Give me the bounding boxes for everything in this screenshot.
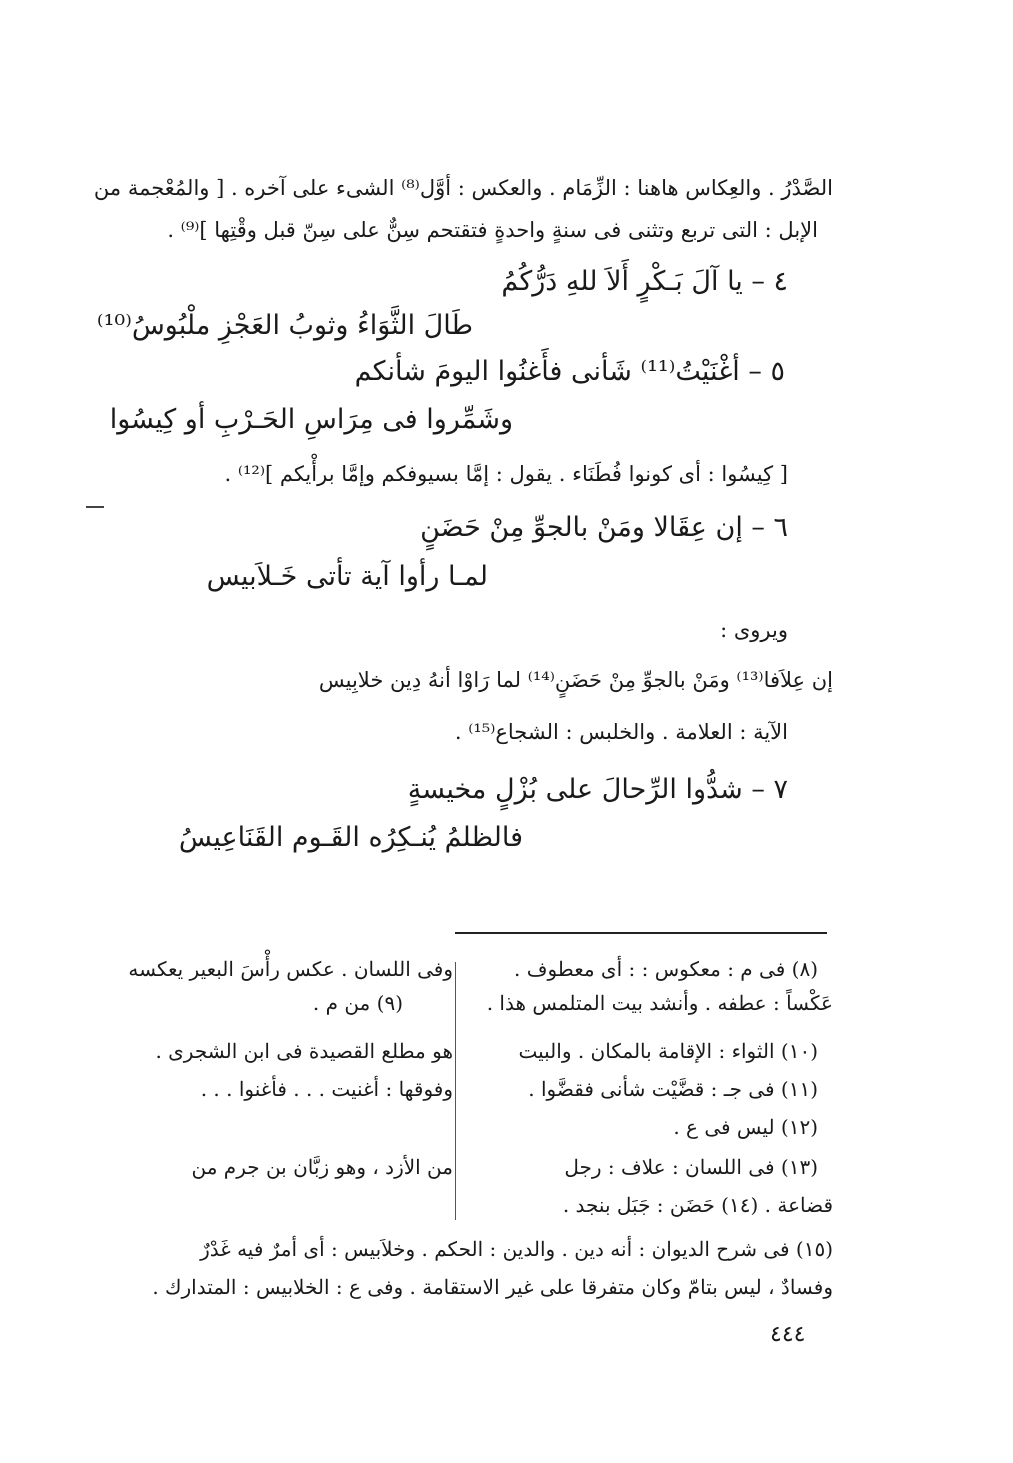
footnote-10-right: (١٠) الثواء : الإقامة بالمكان . والبيت <box>518 1039 818 1063</box>
footnote-13-right: (١٣) فى اللسان : علاف : رجل <box>564 1155 818 1179</box>
footnote-9: (٩) من م . <box>312 991 403 1015</box>
footnote-12: (١٢) ليس فى ع . <box>673 1115 818 1139</box>
footnote-8-continuation: عَكْساً : عطفه . وأنشد بيت المتلمس هذا . <box>486 991 833 1015</box>
page-number: ٤٤٤ <box>770 1322 806 1347</box>
verse-6-second-hemistich: لمـا رأوا آية تأتى خَـلاَبيس <box>206 561 488 592</box>
prose-line-2: الإبل : التى تربع وتثنى فى سنةٍ واحدةٍ فتقتحم سِنٌّ على سِنّ قبل وقْتِها ]⁽⁹⁾ . <box>167 218 818 242</box>
verse-5-second-hemistich: وشَمِّروا فى مِرَاسِ الحَـرْبِ أو كِيسُوا <box>109 404 513 435</box>
verse-7-second-hemistich: فالظلمُ يُنـكِرُه القَـوم القَنَاعِيسُ <box>178 822 523 853</box>
footnote-11-right: (١١) فى جـ : قضَّيْت شأنى فقضَّوا . <box>528 1077 818 1101</box>
margin-mark <box>86 506 104 508</box>
footnote-15-line-2: وفسادٌ ، ليس بتامّ وكان متفرقا على غير الاستقامة . وفى ع : الخلابيس : المتدارك . <box>152 1275 833 1299</box>
footnote-8-left: وفى اللسان . عكس رأْسَ البعير يعكسه <box>128 957 453 981</box>
footnote-15-line-1: (١٥) فى شرح الديوان : أنه دين . والدين : الحكم . وخلاَبيس : أى أمرٌ فيه غَدْرٌ <box>200 1237 833 1261</box>
variant-intro: ويروى : <box>720 618 788 642</box>
verse-7-first-hemistich: ٧ – شدُّوا الرِّحالَ على بُزْلٍ مخيسةٍ <box>407 774 788 805</box>
footnote-13-continuation: قضاعة . (١٤) حَضَن : جَبَل بنجد . <box>562 1193 833 1217</box>
footnote-10-left: هو مطلع القصيدة فى ابن الشجرى . <box>155 1039 453 1063</box>
verse-4-first-hemistich: ٤ – يا آلَ بَـكْرٍ أَلاَ للهِ دَرُّكُمُ <box>501 266 788 297</box>
gloss-ayah: الآية : العلامة . والخلبس : الشجاع⁽¹⁵⁾ . <box>454 720 788 744</box>
verse-4-second-hemistich: طَالَ الثَّوَاءُ وثوبُ العَجْزِ ملْبُوسُ⁽¹⁰⁾ <box>96 310 473 341</box>
variant-line: إن عِلاَفا⁽¹³⁾ ومَنْ بالجوِّ مِنْ حَضَنٍ⁽¹⁴⁾ لما رَاوْا أنهُ دِين خلابِيس <box>318 668 833 692</box>
footnote-column-rule <box>455 962 456 1220</box>
prose-line-1: الصَّدْرُ . والعِكاس هاهنا : الزِّمَام . والعكس : أوَّل⁽⁸⁾ الشىء على آخره . [ والمُعْجمة من <box>93 176 833 200</box>
footnote-11-left: وفوقها : أغنيت . . . فأغنوا . . . <box>200 1077 453 1101</box>
verse-6-first-hemistich: ٦ – إن عِقَالا ومَنْ بالجوِّ مِنْ حَضَنٍ <box>420 512 788 543</box>
footnote-separator <box>455 932 827 934</box>
footnote-8-right: (٨) فى م : معكوس : : أى معطوف . <box>514 957 818 981</box>
gloss-kisu: [ كِيسُوا : أى كونوا فُطَنَاء . يقول : إمَّا بسيوفكم وإمَّا برأْيكم ]⁽¹²⁾ . <box>224 462 788 486</box>
footnote-13-left: من الأزد ، وهو زبَّان بن جرم من <box>191 1155 453 1179</box>
verse-5-first-hemistich: ٥ – أغْنَيْتُ⁽¹¹⁾ شَأنى فأَغنُوا اليومَ شأنكم <box>354 356 785 387</box>
